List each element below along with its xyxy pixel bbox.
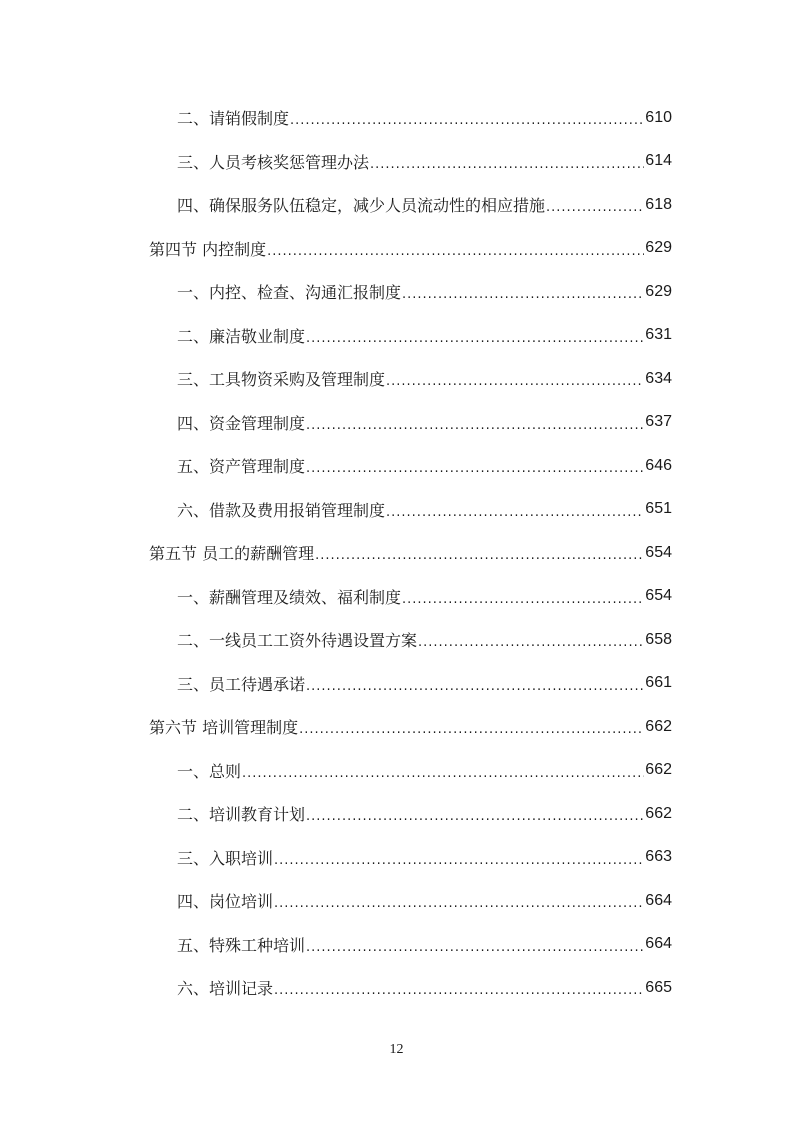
toc-entry-title: 二、一线员工工资外待遇设置方案 — [177, 631, 418, 651]
toc-entry-title: 一、薪酬管理及绩效、福利制度 — [177, 587, 402, 607]
toc-entry-page: 654 — [645, 543, 672, 561]
toc-entry[interactable] — [0, 488, 793, 532]
toc-leader-dots — [274, 896, 644, 911]
toc-entry-page: 637 — [645, 413, 672, 431]
toc-leader-dots — [386, 374, 644, 389]
toc-section-entry[interactable] — [0, 531, 793, 575]
toc-leader-dots — [267, 244, 644, 259]
toc-entry-page: 646 — [645, 456, 672, 474]
toc-leader-dots — [306, 809, 644, 824]
toc-entry-page: 618 — [645, 195, 672, 213]
toc-entry-title: 一、内控、检查、沟通汇报制度 — [177, 283, 402, 303]
toc-entry[interactable] — [0, 749, 793, 793]
toc-leader-dots — [402, 287, 644, 302]
toc-entry-title: 六、培训记录 — [177, 979, 274, 999]
toc-section-entry[interactable] — [0, 227, 793, 271]
toc-leader-dots — [306, 679, 644, 694]
toc-entry[interactable] — [0, 183, 793, 227]
toc-entry-page: 664 — [645, 935, 672, 953]
table-of-contents — [0, 96, 793, 1010]
toc-entry[interactable] — [0, 140, 793, 184]
toc-entry-title: 二、请销假制度 — [177, 109, 290, 129]
toc-entry[interactable] — [0, 575, 793, 619]
toc-entry-page: 663 — [645, 848, 672, 866]
toc-entry[interactable] — [0, 357, 793, 401]
toc-entry[interactable] — [0, 879, 793, 923]
toc-entry[interactable] — [0, 96, 793, 140]
toc-entry[interactable] — [0, 923, 793, 967]
toc-entry[interactable] — [0, 662, 793, 706]
toc-leader-dots — [315, 548, 644, 563]
toc-entry-title: 二、廉洁敬业制度 — [177, 326, 306, 346]
toc-entry-page: 654 — [645, 587, 672, 605]
toc-entry[interactable] — [0, 618, 793, 662]
toc-entry-page: 661 — [645, 674, 672, 692]
toc-entry[interactable] — [0, 270, 793, 314]
toc-leader-dots — [306, 418, 644, 433]
page-number: 12 — [389, 1042, 404, 1057]
toc-entry[interactable] — [0, 444, 793, 488]
toc-entry-title: 三、员工待遇承诺 — [177, 674, 306, 694]
toc-leader-dots — [306, 940, 644, 955]
toc-section-title: 第六节 培训管理制度 — [149, 718, 299, 738]
toc-leader-dots — [306, 331, 644, 346]
toc-leader-dots — [370, 157, 644, 172]
toc-leader-dots — [274, 853, 644, 868]
toc-entry-page: 662 — [645, 717, 672, 735]
toc-entry-title: 三、入职培训 — [177, 848, 274, 868]
toc-leader-dots — [402, 592, 644, 607]
toc-entry-page: 664 — [645, 891, 672, 909]
toc-entry-page: 614 — [645, 152, 672, 170]
toc-leader-dots — [386, 505, 644, 520]
toc-section-entry[interactable] — [0, 705, 793, 749]
toc-entry-page: 629 — [645, 282, 672, 300]
toc-entry[interactable] — [0, 836, 793, 880]
toc-entry-title: 六、借款及费用报销管理制度 — [177, 500, 386, 520]
toc-entry-title: 四、确保服务队伍稳定，减少人员流动性的相应措施 — [177, 196, 546, 216]
toc-entry-page: 634 — [645, 369, 672, 387]
toc-entry-page: 631 — [645, 326, 672, 344]
toc-leader-dots — [290, 113, 644, 128]
toc-section-title: 第五节 员工的薪酬管理 — [149, 544, 315, 564]
toc-entry-title: 二、培训教育计划 — [177, 805, 306, 825]
toc-entry-page: 658 — [645, 630, 672, 648]
toc-entry-page: 651 — [645, 500, 672, 518]
toc-section-title: 第四节 内控制度 — [149, 239, 267, 259]
toc-leader-dots — [242, 766, 644, 781]
toc-entry-page: 662 — [645, 761, 672, 779]
toc-leader-dots — [546, 200, 644, 215]
toc-entry[interactable] — [0, 966, 793, 1010]
toc-entry[interactable] — [0, 401, 793, 445]
toc-entry-title: 三、工具物资采购及管理制度 — [177, 370, 386, 390]
toc-entry-page: 629 — [645, 239, 672, 257]
toc-leader-dots — [299, 722, 644, 737]
toc-entry-title: 一、总则 — [177, 761, 242, 781]
toc-leader-dots — [418, 635, 644, 650]
toc-entry[interactable] — [0, 314, 793, 358]
toc-entry-title: 四、资金管理制度 — [177, 413, 306, 433]
toc-leader-dots — [306, 461, 644, 476]
toc-entry-title: 五、特殊工种培训 — [177, 935, 306, 955]
toc-entry-page: 665 — [645, 978, 672, 996]
toc-entry-title: 五、资产管理制度 — [177, 457, 306, 477]
toc-entry-page: 610 — [645, 108, 672, 126]
toc-entry-page: 662 — [645, 804, 672, 822]
toc-entry-title: 三、人员考核奖惩管理办法 — [177, 152, 370, 172]
toc-entry-title: 四、岗位培训 — [177, 892, 274, 912]
toc-leader-dots — [274, 983, 644, 998]
toc-entry[interactable] — [0, 792, 793, 836]
